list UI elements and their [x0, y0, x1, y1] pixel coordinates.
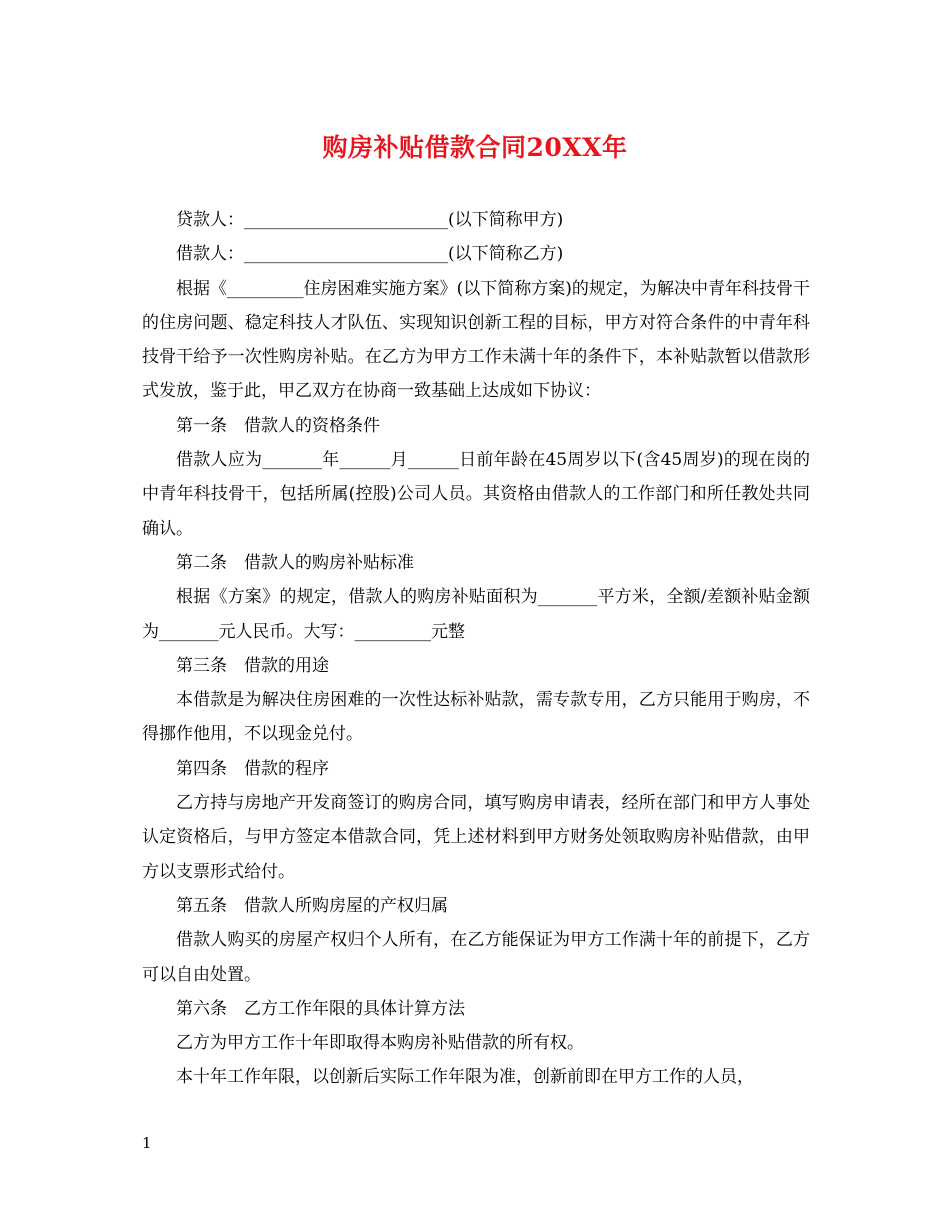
- article-5-text: 借款人购买的房屋产权归个人所有，在乙方能保证为甲方工作满十年的前提下，乙方可以自由处置。: [142, 930, 810, 985]
- article-6-text-2: 本十年工作年限，以创新后实际工作年限为准，创新前即在甲方工作的人员，: [176, 1067, 754, 1088]
- article-3-heading: 第三条 借款的用途: [176, 655, 329, 676]
- article-6-text-1: 乙方为甲方工作十年即取得本购房补贴借款的所有权。: [176, 1033, 584, 1054]
- article-2-heading: 第二条 借款人的购房补贴标准: [176, 552, 414, 573]
- article-5-heading: 第五条 借款人所购房屋的产权归属: [176, 895, 448, 916]
- article-4-text: 乙方持与房地产开发商签订的购房合同，填写购房申请表，经所在部门和甲方人事处认定资格后，与甲方签定本借款合同，凭上述材料到甲方财务处领取购房补贴借款，由甲方以支票形式给付。: [142, 793, 810, 882]
- article-1-heading: 第一条 借款人的资格条件: [176, 415, 380, 436]
- article-1-text: 借款人应为_______年______月______日前年龄在45周岁以下(含45周岁)的现在岗的中青年科技骨干，包括所属(控股)公司人员。其资格由借款人的工作部门和所任教处共同确认。: [142, 450, 810, 539]
- page-number: 1: [142, 1134, 152, 1152]
- article-6-heading: 第六条 乙方工作年限的具体计算方法: [176, 998, 465, 1019]
- lender-line: 贷款人：________________________(以下简称甲方): [176, 210, 564, 230]
- article-2-text: 根据《方案》的规定，借款人的购房补贴面积为_______平方米，全额/差额补贴金额为_______元人民币。大写：_________元整: [142, 587, 810, 642]
- preamble-paragraph: 根据《_________住房困难实施方案》(以下简称方案)的规定，为解决中青年科技骨干的住房问题、稳定科技人才队伍、实现知识创新工程的目标，甲方对符合条件的中青年科技骨干给予一次性购房补贴。在乙方为甲方工作未满十年的条件下，本补贴款暂以借款形式发放，鉴于此，甲乙双方在协商一致基础上达成如下协议：: [142, 278, 810, 402]
- article-4-heading: 第四条 借款的程序: [176, 758, 329, 779]
- borrower-line: 借款人：________________________(以下简称乙方): [176, 244, 564, 265]
- article-3-text: 本借款是为解决住房困难的一次性达标补贴款，需专款专用，乙方只能用于购房，不得挪作他用，不以现金兑付。: [142, 690, 810, 745]
- document-body: [142, 203, 810, 1095]
- document-title: 购房补贴借款合同20XX年: [322, 133, 628, 162]
